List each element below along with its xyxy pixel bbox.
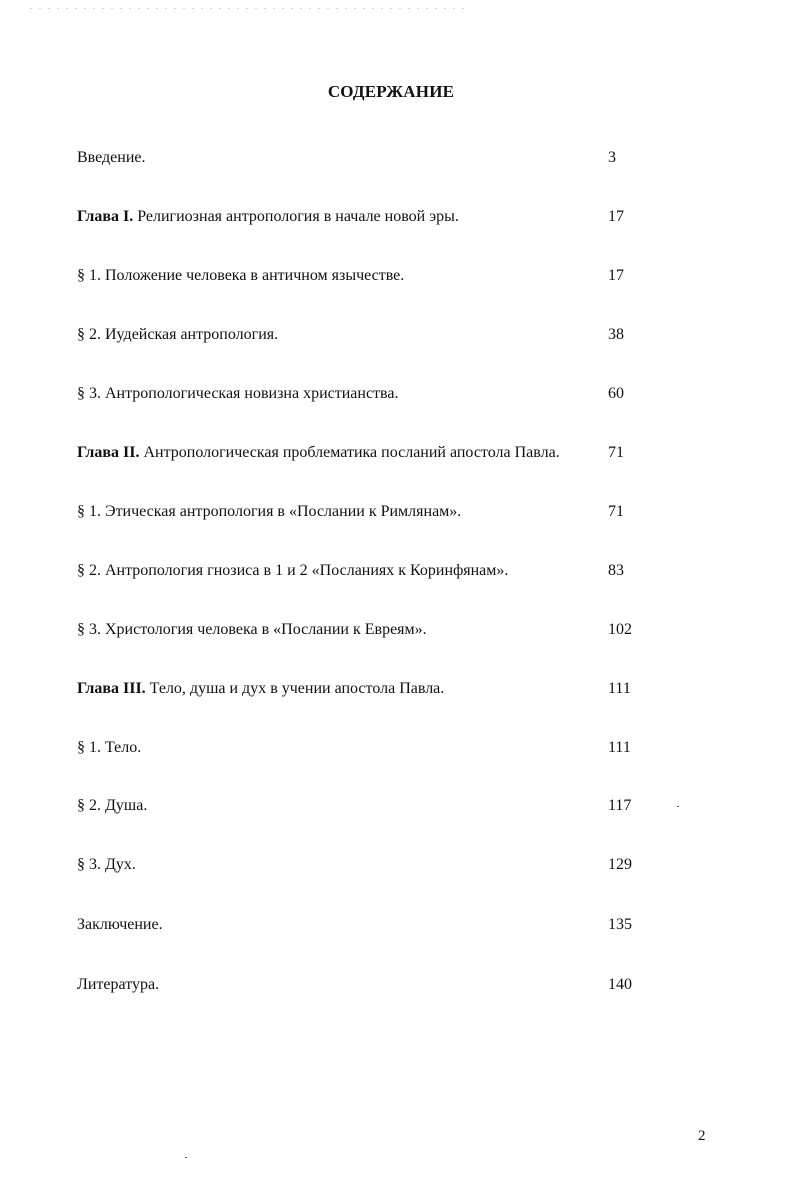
toc-entry-page: 111 (608, 680, 631, 697)
toc-entry-label: Введение. (77, 149, 146, 166)
toc-entry (77, 265, 677, 287)
scan-speck (677, 806, 679, 807)
toc-entry-page: 3 (608, 149, 616, 166)
scan-edge-noise (30, 8, 470, 9)
toc-entry (77, 324, 677, 346)
toc-entry-label: § 1. Этическая антропология в «Послании к Римлянам». (77, 503, 462, 520)
toc-entry (77, 501, 677, 523)
toc-entry-page: 102 (608, 621, 632, 638)
toc-entry-label: § 2. Душа. (77, 797, 148, 814)
toc-entry-label: Литература. (77, 976, 160, 993)
toc-entry (77, 560, 677, 582)
toc-entry-label: § 2. Антропология гнозиса в 1 и 2 «Посланиях к Коринфянам». (77, 562, 509, 579)
toc-entry-label: § 1. Положение человека в античном язычестве. (77, 267, 405, 284)
toc-entry (77, 678, 677, 700)
toc-entry-page: 111 (608, 739, 631, 756)
toc-entry-page: 60 (608, 385, 624, 402)
toc-entry-page: 135 (608, 916, 632, 933)
toc-entry (77, 383, 677, 405)
toc-entry-label: § 3. Дух. (77, 856, 136, 873)
toc-entry (77, 442, 677, 464)
page-title: СОДЕРЖАНИЕ (327, 82, 455, 101)
toc-entry (77, 737, 677, 759)
toc-entry-page: 129 (608, 856, 632, 873)
scan-speck (185, 1157, 187, 1158)
toc-entry (77, 974, 677, 996)
toc-entry-page: 71 (608, 444, 624, 461)
toc-entry (77, 795, 677, 817)
toc-entry (77, 206, 677, 228)
toc-entry (77, 854, 677, 876)
toc-entry-label: § 3. Христология человека в «Послании к Евреям». (77, 621, 427, 638)
toc-entry (77, 619, 677, 641)
toc-entry-page: 17 (608, 267, 624, 284)
toc-entry-page: 117 (608, 797, 632, 814)
toc-entry-page: 71 (608, 503, 624, 520)
toc-entry-page: 83 (608, 562, 624, 579)
page-number: 2 (698, 1128, 706, 1144)
toc-entry (77, 147, 677, 169)
toc-entry-page: 17 (608, 208, 624, 225)
toc-entry-label: Глава I. Религиозная антропология в начале новой эры. (77, 208, 459, 225)
toc-entry-label: § 2. Иудейская антропология. (77, 326, 279, 343)
toc-entry-label: Глава II. Антропологическая проблематика посланий апостола Павла. (77, 444, 560, 461)
toc-entry-label: Заключение. (77, 916, 163, 933)
toc-entry-page: 38 (608, 326, 624, 343)
toc-entry (77, 914, 677, 936)
toc-entry-label: § 3. Антропологическая новизна христианства. (77, 385, 399, 402)
toc-entry-page: 140 (608, 976, 632, 993)
toc-entry-label: § 1. Тело. (77, 739, 142, 756)
toc-entry-label: Глава III. Тело, душа и дух в учении апостола Павла. (77, 680, 445, 697)
